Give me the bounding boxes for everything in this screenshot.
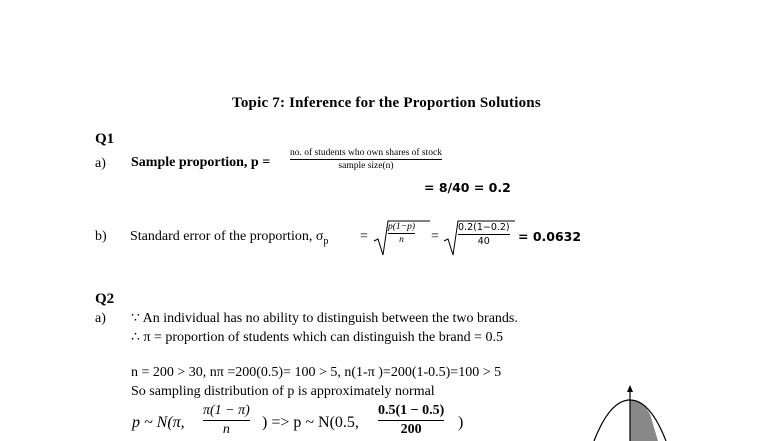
sample-proportion-lead: Sample proportion, p = bbox=[131, 155, 271, 170]
q2-line-therefore: ∴ π = proportion of students which can distinguish the brand = 0.5 bbox=[131, 330, 503, 345]
equals-sign-2: = bbox=[431, 229, 439, 244]
dist-fraction-2-bar bbox=[378, 420, 444, 421]
standard-error-text: Standard error of the proportion, σ bbox=[130, 229, 324, 244]
question-2-label: Q2 bbox=[95, 291, 115, 307]
fraction-bar bbox=[290, 159, 442, 160]
q2-part-a-label: a) bbox=[95, 311, 106, 326]
sqrt-1-bar bbox=[388, 233, 415, 234]
equals-sign-1: = bbox=[360, 229, 368, 244]
sqrt-2-denominator: 40 bbox=[477, 236, 490, 247]
q1-part-a-label: a) bbox=[95, 156, 106, 171]
sample-proportion-fraction bbox=[290, 148, 442, 171]
sample-proportion-result: = 8/40 = 0.2 bbox=[424, 180, 511, 195]
fraction-numerator: no. of students who own shares of stock bbox=[290, 148, 442, 158]
sqrt-2-numerator: 0.2(1−0.2) bbox=[458, 222, 510, 233]
standard-error-lead bbox=[130, 229, 328, 247]
page-title: Topic 7: Inference for the Proportion Solutions bbox=[232, 95, 541, 111]
sigma-subscript: p bbox=[323, 235, 329, 247]
q2-line-conditions: n = 200 > 30, nπ =200(0.5)= 100 > 5, n(1-π )=200(1-0.5)=100 > 5 bbox=[131, 365, 502, 380]
normal-curve-sketch bbox=[590, 384, 670, 441]
dist-fraction-2-numerator: 0.5(1 − 0.5) bbox=[378, 403, 445, 418]
question-1-label: Q1 bbox=[95, 131, 115, 147]
dist-lead: p ~ N(π, bbox=[132, 414, 185, 431]
sqrt-2-fraction bbox=[458, 222, 510, 247]
dist-fraction-1 bbox=[203, 403, 250, 438]
sqrt-1-numerator: p(1−p) bbox=[388, 222, 415, 232]
dist-end: ) bbox=[458, 414, 464, 431]
dist-fraction-1-denominator: n bbox=[222, 422, 230, 437]
fraction-denominator: sample size(n) bbox=[338, 161, 394, 171]
q2-line-normal: So sampling distribution of p is approximately normal bbox=[131, 384, 435, 399]
sqrt-1-denominator: n bbox=[399, 235, 404, 245]
sqrt-2-bar bbox=[458, 234, 510, 235]
q2-line-because: ∵ An individual has no ability to distinguish between the two brands. bbox=[131, 311, 518, 326]
dist-fraction-1-numerator: π(1 − π) bbox=[203, 403, 250, 418]
dist-fraction-2 bbox=[378, 403, 444, 438]
q1-part-b-label: b) bbox=[95, 229, 107, 244]
dist-fraction-1-bar bbox=[203, 420, 250, 421]
dist-fraction-2-denominator: 200 bbox=[400, 422, 422, 437]
sqrt-1-fraction bbox=[388, 222, 415, 245]
standard-error-result: = 0.0632 bbox=[518, 229, 582, 244]
dist-mid: ) => p ~ N(0.5, bbox=[262, 414, 359, 431]
